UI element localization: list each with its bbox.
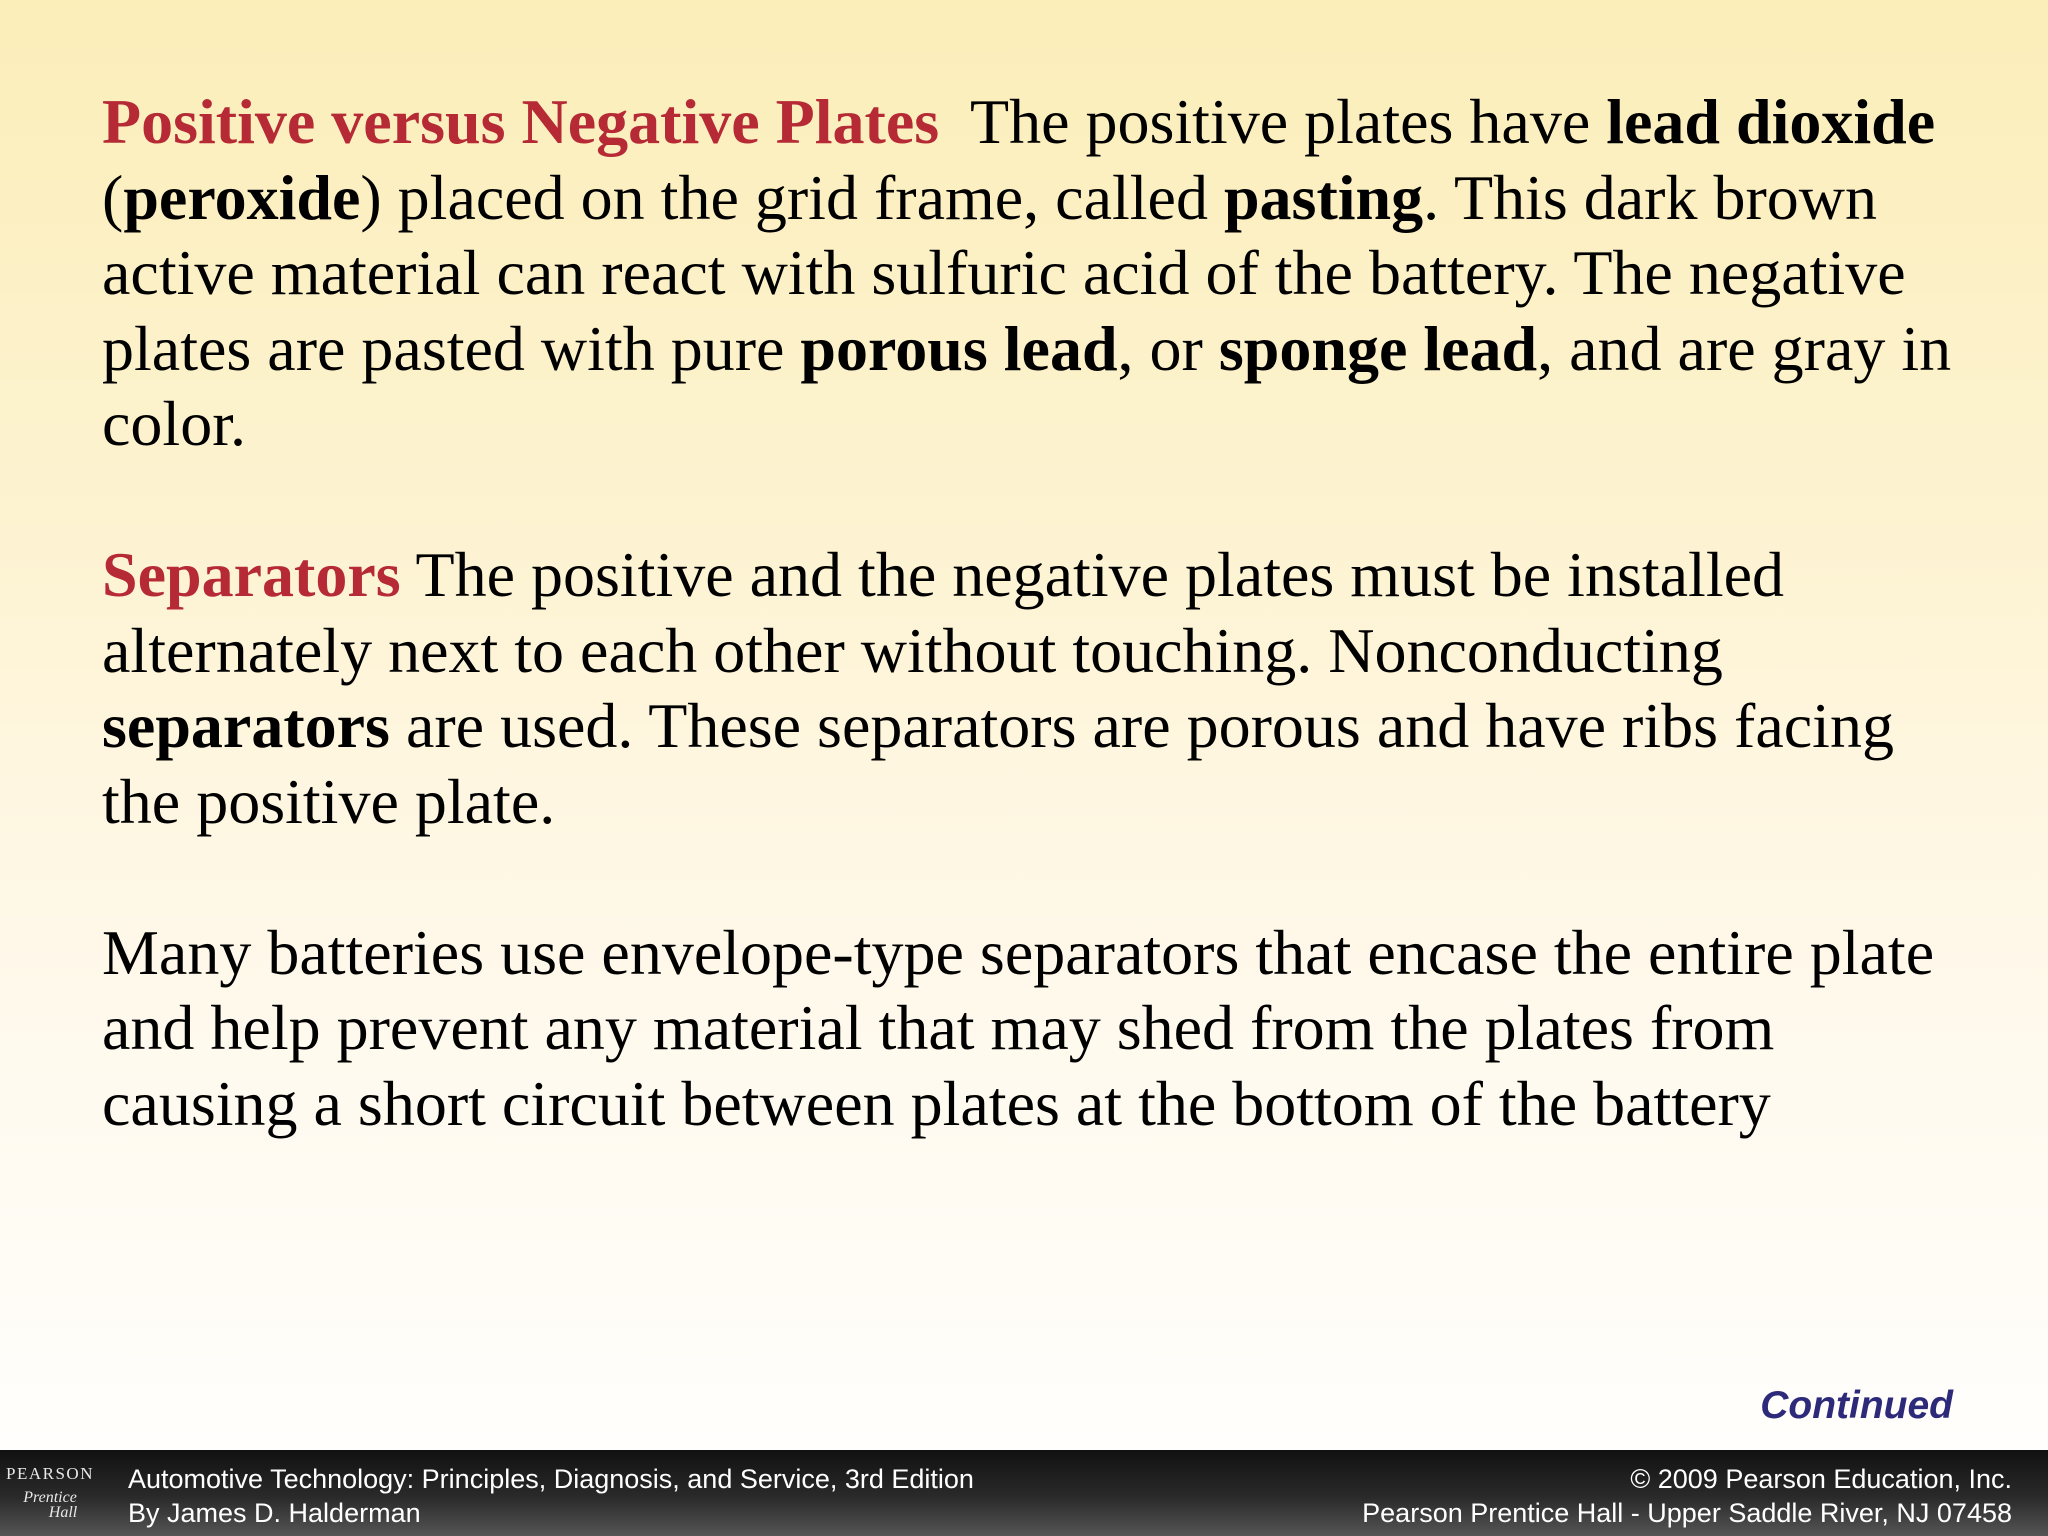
heading-separators: Separators [102,539,401,610]
text-segment: ( [102,161,124,233]
text-segment: The positive plates have [939,86,1607,157]
footer-author: By James D. Halderman [128,1498,421,1528]
term-lead-dioxide: lead dioxide [1606,86,1936,157]
logo-hall-text: Hall [48,1504,78,1521]
footer-copyright [1362,1462,2012,1530]
footer-book-title: Automotive Technology: Principles, Diagnosis, and Service, 3rd Edition [128,1464,974,1494]
logo-pearson-text: PEARSON [6,1464,94,1483]
term-separators: separators [102,690,390,761]
slide-body [102,84,1982,1217]
term-porous-lead: porous lead [800,312,1118,384]
paragraph-separators [102,537,1982,839]
term-pasting: pasting [1223,161,1424,233]
term-peroxide: peroxide [123,161,361,233]
text-segment: , and are gray in color. [102,312,1952,459]
footer-publisher-line: Pearson Prentice Hall - Upper Saddle River, NJ 07458 [1362,1498,2012,1528]
paragraph-envelope: Many batteries use envelope-type separators that encase the entire plate and help prevent any material that may shed from the plates from causing a short circuit between plates at the bottom of the battery [102,916,1935,1139]
paragraph-plates [102,84,1982,462]
footer-copyright-line: © 2009 Pearson Education, Inc. [1630,1464,2012,1494]
text-segment: , or [1117,312,1219,384]
footer-book-info [128,1462,974,1530]
pearson-logo [0,1450,100,1536]
logo-prentice-text: Prentice [23,1489,77,1506]
continued-label: Continued [1760,1384,1953,1427]
text-segment: are used. These separators are porous and have ribs facing the positive plate. [102,690,1894,837]
logo-prentice-hall [0,1490,100,1520]
text-segment: The positive and the negative plates must be installed alternately next to each other without touching. Nonconducting [102,539,1784,686]
heading-plates: Positive versus Negative Plates [102,86,940,157]
text-segment: . This dark brown active material can react with sulfuric acid of the battery. The negative plates are pasted with pure [102,161,1906,384]
footer-bar [0,1450,2048,1536]
text-segment: ) placed on the grid frame, called [360,161,1224,233]
term-sponge-lead: sponge lead [1218,312,1538,384]
